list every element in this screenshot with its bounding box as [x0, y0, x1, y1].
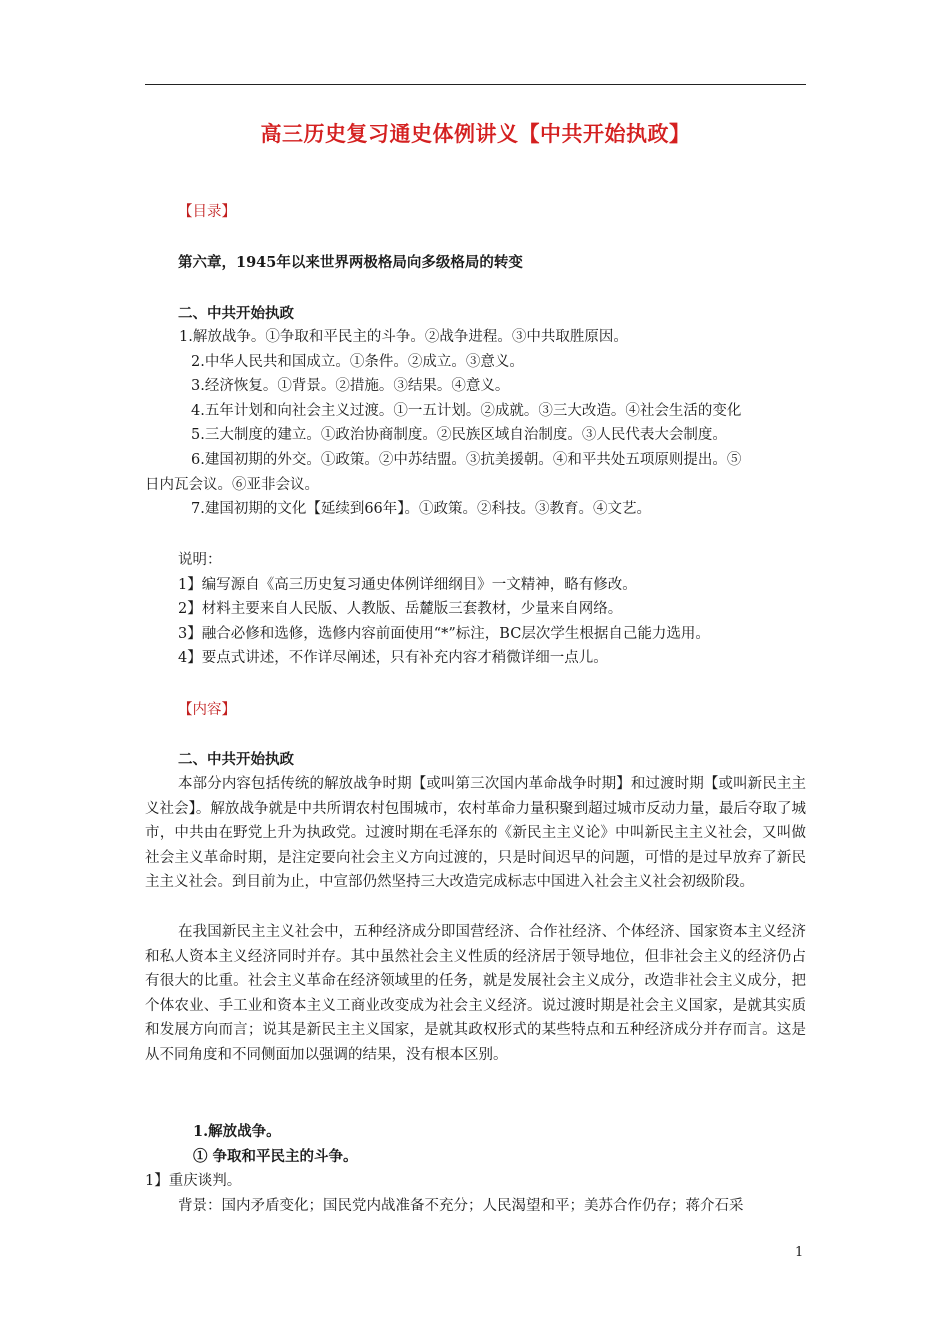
toc-item-continuation: 日内瓦会议。⑥亚非会议。 — [145, 476, 319, 493]
toc-section-heading: 二、中共开始执政 — [178, 305, 294, 322]
item-label: 1】重庆谈判。 — [145, 1173, 242, 1189]
page-number: 1 — [795, 1245, 804, 1260]
note-item: 4】要点式讲述，不作详尽阐述，只有补充内容才稍微详细一点儿。 — [178, 650, 608, 667]
body-paragraph: 本部分内容包括传统的解放战争时期【或叫第三次国内革命战争时期】和过渡时期【或叫新民主主义社会】。解放战争就是中共所谓农村包围城市，农村革命力量积聚到超过城市反动力量，最后夺取了城市，中共由在野党上升为执政党。过渡时期在毛泽东的《新民主主义论》中叫新民主主义社会，又叫做社会主义革命时期，是注定要向社会主义方向过渡的，只是时间迟早的问题，可惜的是过早放弃了新民主主义社会。到目前为止，中宣部仍然坚持三大改造完成标志中国进入社会主义社会初级阶段。 — [145, 776, 806, 891]
chapter-heading: 第六章，1945年以来世界两极格局向多级格局的转变 — [178, 254, 523, 271]
header-rule — [145, 84, 806, 85]
toc-item: 3.经济恢复。①背景。②措施。③结果。④意义。 — [191, 378, 510, 395]
note-item: 3】融合必修和选修，选修内容前面使用“*”标注，BC层次学生根据自己能力选用。 — [178, 625, 710, 642]
note-item: 2】材料主要来自人民版、人教版、岳麓版三套教材，少量来自网络。 — [178, 601, 623, 618]
toc-item: 7.建国初期的文化【延续到66年】。①政策。②科技。③教育。④文艺。 — [191, 501, 652, 518]
body-line: 背景：国内矛盾变化；国民党内战准备不充分；人民渴望和平；美苏合作仍存；蒋介石采 — [178, 1198, 744, 1214]
body-paragraph: 在我国新民主主义社会中，五种经济成分即国营经济、合作社经济、个体经济、国家资本主义经济和私人资本主义经济同时并存。其中虽然社会主义性质的经济居于领导地位，但非社会主义的经济仍占有很大的比重。社会主义革命在经济领域里的任务，就是发展社会主义成分，改造非社会主义成分，把个体农业、手工业和资本主义工商业改变成为社会主义经济。说过渡时期是社会主义国家，是就其实质和发展方向而言；说其是新民主主义国家，是就其政权形式的某些特点和五种经济成分并存而言。这是从不同角度和不同侧面加以强调的结果，没有根本区别。 — [145, 924, 806, 1063]
notes-block — [145, 548, 839, 671]
toc-list — [145, 325, 806, 522]
notes-label: 说明： — [178, 552, 222, 568]
sub-heading: ① 争取和平民主的斗争。 — [193, 1148, 358, 1165]
toc-label: 【目录】 — [178, 204, 236, 220]
sub-heading: 1.解放战争。 — [193, 1123, 281, 1140]
toc-item: 5.三大制度的建立。①政治协商制度。②民族区域自治制度。③人民代表大会制度。 — [191, 427, 727, 444]
toc-item: 2.中华人民共和国成立。①条件。②成立。③意义。 — [191, 353, 524, 370]
toc-item: 6.建国初期的外交。①政策。②中苏结盟。③抗美援朝。④和平共处五项原则提出。⑤ — [191, 451, 742, 468]
toc-item: 4.五年计划和向社会主义过渡。①一五计划。②成就。③三大改造。④社会生活的变化 — [191, 402, 742, 419]
note-item: 1】编写源自《高三历史复习通史体例详细纲目》一文精神，略有修改。 — [178, 576, 637, 593]
document-title: 高三历史复习通史体例讲义【中共开始执政】 — [260, 122, 691, 146]
content-section-heading: 二、中共开始执政 — [178, 751, 294, 768]
content-label: 【内容】 — [178, 702, 236, 718]
toc-item: 1.解放战争。①争取和平民主的斗争。②战争进程。③中共取胜原因。 — [179, 329, 628, 345]
